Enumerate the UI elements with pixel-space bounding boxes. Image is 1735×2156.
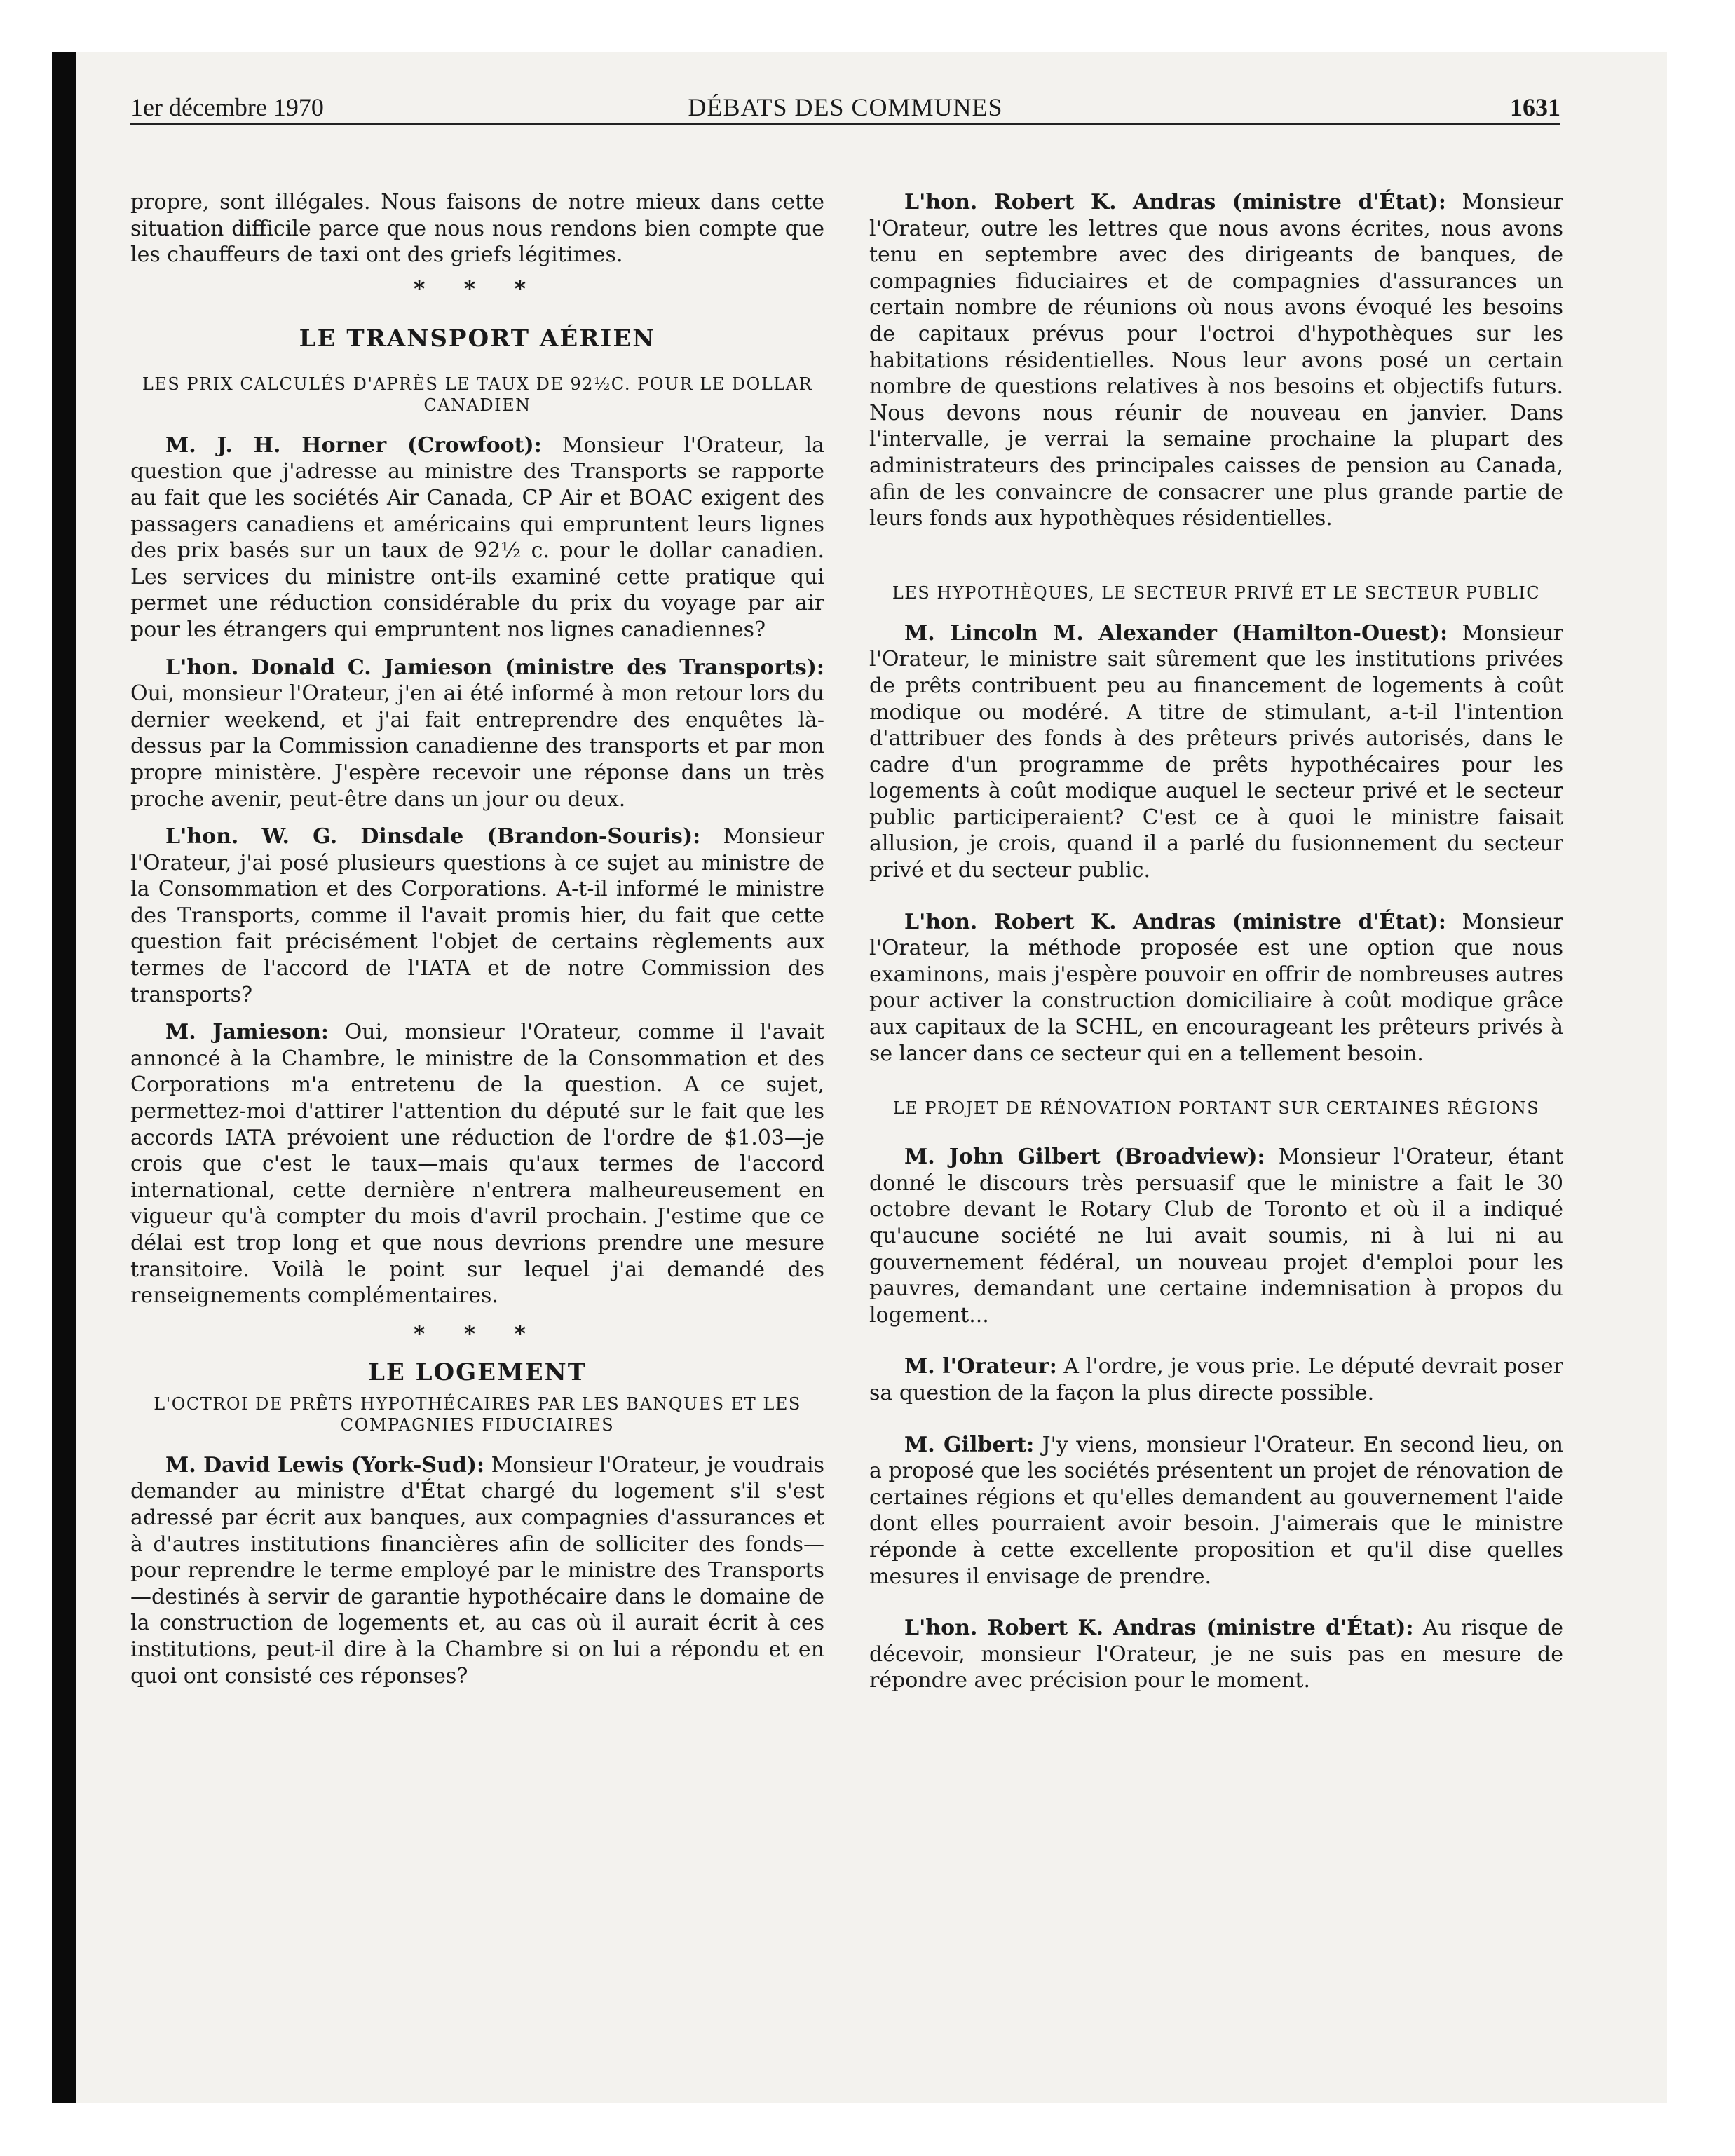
speech-text: Oui, monsieur l'Orateur, j'en ai été informé à mon retour lors du dernier weekend, et j'ai fait entreprendre des enquêtes là-dessus par la Commission canadienne des transports et par mon propre ministère. J'espère recevoir une réponse dans un très proche avenir, peut-être dans un jour ou deux. [130,681,824,812]
binding-edge [52,52,76,2103]
paragraph-jamieson [130,655,824,813]
header-date: 1er décembre 1970 [130,93,324,121]
paragraph-lewis [130,1452,824,1689]
speaker-name: M. J. H. Horner (Crowfoot): [165,432,542,458]
speaker-name: M. Gilbert: [904,1432,1035,1457]
left-column [130,189,824,1689]
speech-text: Oui, monsieur l'Orateur, comme il l'avait annoncé à la Chambre, le ministre de la Consommation et des Corporations m'a entretenu de la question. A ce sujet, permettez-moi d'attirer l'attention du député sur le fait que les accords IATA prévoient une réduction de l'ordre de $1.03—je crois que c'est le taux—mais qu'aux termes de l'accord international, cette dernière n'entrera malheureusement en vigueur qu'à compter du mois d'avril prochain. J'estime que ce délai est trop long et que nous devrions prendre une mesure transitoire. Voilà le point sur lequel j'ai demandé des renseignements complémentaires. [130,1020,824,1309]
subheading-octroi: L'OCTROI DE PRÊTS HYPOTHÉCAIRES PAR LES BANQUES ET LES COMPAGNIES FIDUCIAIRES [154,1393,801,1435]
speech-text: Monsieur l'Orateur, outre les lettres que nous avons écrites, nous avons tenu en septembre avec des dirigeants de banques, de compagnies fiduciaires et de compagnies d'assurances un certain nombre de réunions où nous avons évoqué les besoins de capitaux prévus pour l'octroi d'hypothèques sur les habitations résidentielles. Nous leur avons posé un certain nombre de questions relatives à nos besoins et objectifs futurs. Nous devons nous réunir de nouveau en janvier. Dans l'intervalle, je verrai la semaine prochaine la plupart des administrateurs des principales caisses de pension au Canada, afin de les convaincre de consacrer une plus grande partie de leurs fonds aux hypothèques résidentielles. [869,190,1564,531]
speaker-name: M. Lincoln M. Alexander (Hamilton-Ouest): [904,620,1448,646]
section-title-logement: LE LOGEMENT [367,1358,587,1386]
speaker-name: L'hon. W. G. Dinsdale (Brandon-Souris): [165,824,701,850]
speaker-name: M. John Gilbert (Broadview): [904,1145,1265,1170]
speech-text: Monsieur l'Orateur, la question que j'adresse au ministre des Transports se rapporte au fait que les sociétés Air Canada, CP Air et BOAC exigent des passagers canadiens et américains qui empruntent leurs lignes des prix basés sur un taux de 92½ c. pour le dollar canadien. Les services du ministre ont-ils examiné cette pratique qui permet une réduction considérable du prix du voyage par air pour les étrangers qui empruntent nos lignes canadiennes? [130,432,824,642]
page-number: 1631 [1510,93,1560,121]
speaker-name: L'hon. Robert K. Andras (ministre d'État): [904,190,1446,214]
paragraph-dinsdale [130,824,824,1008]
speaker-name: M. David Lewis (York-Sud): [165,1452,485,1478]
speaker-name: M. l'Orateur: [904,1354,1057,1379]
paragraph-orateur [869,1353,1563,1406]
right-column [869,189,1563,1694]
paragraph-andras-2 [869,909,1563,1067]
subheading-renovation: LE PROJET DE RÉNOVATION PORTANT SUR CERTAINES RÉGIONS [892,1098,1540,1119]
speech-text: Monsieur l'Orateur, étant donné le discours très persuasif que le ministre a fait le 30 octobre devant le Rotary Club de Toronto et où il a indiqué qu'aucune société ne lui avait soumis, ni à lui ni au gouvernement fédéral, un nouveau projet d'emploi pour les pauvres, demandant une certaine indemnisation à propos du logement... [869,1145,1563,1328]
speaker-name: L'hon. Robert K. Andras (ministre d'État): [904,1616,1414,1641]
page-header [130,90,1560,125]
section-separator: * * * [413,275,542,302]
speech-text: Monsieur l'Orateur, j'ai posé plusieurs questions à ce sujet au ministre de la Consommation et des Corporations. A-t-il informé le ministre des Transports, comme il l'avait promis hier, du fait que cette question fait précisément l'objet de certains règlements aux termes de l'accord de l'IATA et de notre Commission des transports? [130,824,824,1007]
speaker-name: M. Jamieson: [165,1020,329,1045]
paragraph-horner [130,432,824,643]
speech-text: Monsieur l'Orateur, le ministre sait sûrement que les institutions privées de prêts contribuent peu au financement de logements à coût modique ou modéré. A titre de stimulant, a-t-il l'intention d'attribuer des fonds à des prêteurs privés autorisés, dans le cadre d'un programme de prêts hypothécaires pour les logements à coût modique auquel le secteur privé et le secteur public participeraient? C'est ce à quoi le ministre faisait allusion, je crois, quand il a parlé du fusionnement du secteur privé et du secteur public. [869,620,1563,883]
speech-text: Monsieur l'Orateur, la méthode proposée est une option que nous examinons, mais j'espère pouvoir en offrir de nombreuses autres pour activer la construction domiciliaire à coût modique grâce aux capitaux de la SCHL, en encourageant les prêteurs privés à se lancer dans ce secteur qui en a tellement besoin. [869,909,1564,1066]
section-separator: * * * [413,1320,542,1347]
speech-text: J'y viens, monsieur l'Orateur. En second lieu, on a proposé que les sociétés présentent un projet de rénovation de certaines régions et qu'elles demandent au gouvernement l'aide dont elles pourraient avoir besoin. J'aimerais que le ministre réponde à cette excellente proposition et qu'il dise quelles mesures il envisage de prendre. [869,1432,1563,1589]
speech-text: Monsieur l'Orateur, je voudrais demander au ministre d'État chargé du logement s'il s'est adressé par écrit aux banques, aux compagnies d'assurances et à d'autres institutions financières afin de solliciter des fonds—pour reprendre le terme employé par le ministre des Transports—destinés à servir de garantie hypothécaire dans le domaine de la construction de logements et, au cas où il aurait écrit à ces institutions, peut-il dire à la Chambre si on lui a répondu et en quoi ont consisté ces réponses? [130,1452,824,1688]
section-title-transport: LE TRANSPORT AÉRIEN [299,324,656,353]
speaker-name: L'hon. Donald C. Jamieson (ministre des Transports): [165,655,824,680]
paragraph-gilbert [869,1144,1563,1328]
paragraph-alexander [869,620,1563,884]
paragraph-andras-1 [869,189,1563,532]
speech-text: A l'ordre, je vous prie. Le député devrait poser sa question de la façon la plus directe possible. [869,1354,1563,1405]
paragraph-andras-3 [869,1615,1563,1694]
subheading-prix: LES PRIX CALCULÉS D'APRÈS LE TAUX DE 92½C. POUR LE DOLLAR CANADIEN [142,374,813,415]
paragraph-jamieson-reply [130,1019,824,1309]
header-title: DÉBATS DES COMMUNES [688,93,1003,121]
continued-paragraph: propre, sont illégales. Nous faisons de notre mieux dans cette situation difficile parce que nous nous rendons bien compte que les chauffeurs de taxi ont des griefs légitimes. [130,190,824,268]
speaker-name: L'hon. Robert K. Andras (ministre d'État): [904,909,1446,934]
paragraph-gilbert-2 [869,1432,1563,1590]
speech-text: Au risque de décevoir, monsieur l'Orateur, je ne suis pas en mesure de répondre avec précision pour le moment. [869,1616,1564,1693]
subheading-hypotheques: LES HYPOTHÈQUES, LE SECTEUR PRIVÉ ET LE SECTEUR PUBLIC [892,582,1541,603]
